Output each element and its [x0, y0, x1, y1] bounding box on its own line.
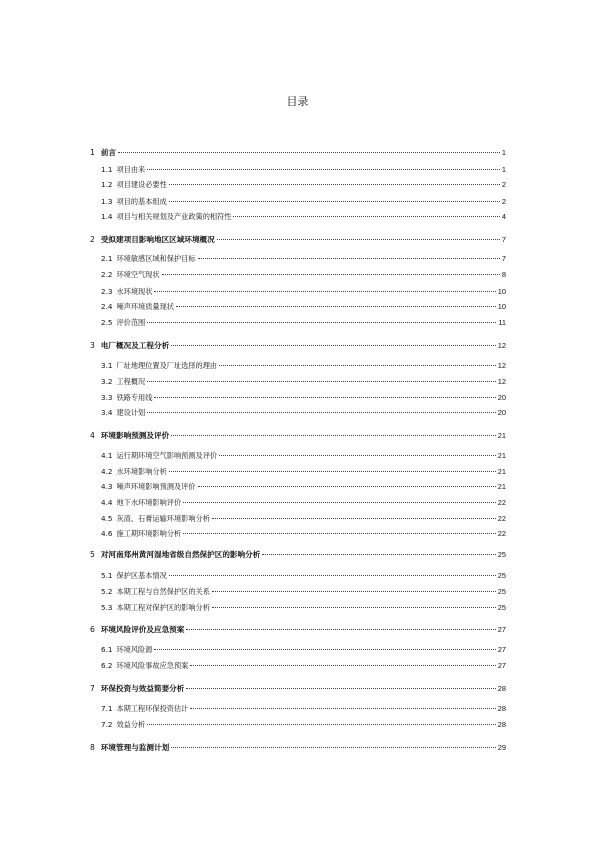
toc-entry-page-number: 22 — [497, 498, 506, 507]
toc-entry-number: 1.1 — [101, 165, 113, 174]
toc-entry-number: 2.1 — [101, 254, 113, 263]
toc-entry-number: 4.4 — [101, 498, 113, 507]
toc-dot-leader — [186, 629, 495, 630]
toc-entry-label: 环境风险事故应急预案 — [116, 661, 189, 670]
toc-dot-leader — [169, 471, 496, 472]
toc-entry-number: 4.2 — [101, 467, 113, 476]
toc-section-entry[interactable] — [101, 587, 506, 599]
toc-entry-label: 工程概况 — [116, 377, 146, 386]
toc-entry-number: 2 — [90, 235, 95, 244]
toc-dot-leader — [171, 345, 496, 346]
toc-dot-leader — [147, 322, 496, 323]
toc-entry-page-number: 22 — [497, 514, 506, 523]
toc-entry-page-number: 21 — [497, 451, 506, 460]
toc-entry-label: 环境管理与监测计划 — [100, 743, 170, 752]
toc-dot-leader — [154, 291, 495, 292]
toc-section-entry[interactable] — [101, 704, 506, 716]
toc-entry-page-number: 12 — [497, 341, 506, 350]
toc-section-entry[interactable] — [101, 377, 506, 389]
toc-section-entry[interactable] — [101, 212, 506, 224]
toc-section-entry[interactable] — [101, 498, 506, 510]
toc-dot-leader — [198, 486, 496, 487]
toc-dot-leader — [147, 412, 496, 413]
toc-section-entry[interactable] — [101, 408, 506, 420]
toc-entry-label: 环境影响预测及评价 — [100, 431, 170, 440]
toc-entry-label: 效益分析 — [116, 720, 146, 729]
toc-entry-number: 1.2 — [101, 180, 113, 189]
toc-dot-leader — [147, 381, 496, 382]
toc-entry-label: 环境空气现状 — [116, 270, 160, 279]
toc-dot-leader — [219, 365, 496, 366]
toc-dot-leader — [233, 216, 499, 217]
toc-entry-number: 3.2 — [101, 377, 113, 386]
toc-dot-leader — [212, 591, 496, 592]
toc-entry-number: 4.3 — [101, 482, 113, 491]
toc-entry-number: 8 — [90, 743, 95, 752]
toc-entry-number: 4 — [90, 431, 95, 440]
toc-entry-number: 3.3 — [101, 393, 113, 402]
toc-entry-number: 3 — [90, 341, 95, 350]
toc-entry-page-number: 2 — [501, 180, 506, 189]
toc-entry-label: 本期工程与自然保护区的关系 — [116, 587, 210, 596]
toc-section-entry[interactable] — [101, 302, 506, 314]
toc-section-entry[interactable] — [101, 514, 506, 526]
toc-entry-page-number: 10 — [497, 287, 506, 296]
toc-title: 目录 — [286, 95, 309, 108]
toc-chapter-entry[interactable] — [90, 624, 506, 636]
toc-entry-number: 1.4 — [101, 212, 113, 221]
toc-entry-page-number: 7 — [501, 235, 506, 244]
toc-entry-number: 4.5 — [101, 514, 113, 523]
toc-entry-page-number: 8 — [501, 270, 506, 279]
toc-section-entry[interactable] — [101, 393, 506, 405]
toc-entry-label: 环保投资与效益简要分析 — [100, 684, 185, 693]
toc-entry-label: 水环境影响分析 — [116, 467, 167, 476]
toc-entry-label: 环境风险源 — [116, 645, 153, 654]
toc-entry-label: 本期工程对保护区的影响分析 — [116, 603, 210, 612]
toc-entry-page-number: 4 — [501, 212, 506, 221]
toc-dot-leader — [183, 502, 496, 503]
toc-dot-leader — [190, 708, 495, 709]
toc-entry-number: 7.2 — [101, 720, 113, 729]
toc-entry-label: 电厂概况及工程分析 — [100, 341, 170, 350]
toc-dot-leader — [171, 747, 496, 748]
toc-dot-leader — [169, 184, 500, 185]
toc-dot-leader — [169, 575, 496, 576]
toc-entry-label: 灰渣、石膏运输环境影响分析 — [116, 514, 210, 523]
toc-entry-label: 噪声环境影响预测及评价 — [116, 482, 196, 491]
toc-entry-number: 6.2 — [101, 661, 113, 670]
toc-entry-label: 项目由来 — [116, 165, 146, 174]
toc-dot-leader — [154, 649, 495, 650]
toc-entry-page-number: 12 — [497, 361, 506, 370]
toc-chapter-entry[interactable] — [90, 430, 506, 442]
toc-entry-label: 铁路专用线 — [116, 393, 153, 402]
toc-dot-leader — [198, 258, 500, 259]
toc-dot-leader — [190, 665, 495, 666]
toc-entry-number: 3.4 — [101, 408, 113, 417]
toc-entry-label: 环境敏感区域和保护目标 — [116, 254, 196, 263]
toc-entry-number: 3.1 — [101, 361, 113, 370]
toc-entry-page-number: 10 — [497, 302, 506, 311]
toc-entry-page-number: 27 — [497, 661, 506, 670]
toc-chapter-entry[interactable] — [90, 549, 506, 561]
toc-dot-leader — [212, 518, 496, 519]
toc-entry-page-number: 25 — [497, 587, 506, 596]
toc-entry-page-number: 25 — [497, 603, 506, 612]
toc-section-entry[interactable] — [101, 529, 506, 541]
toc-entry-label: 建设计划 — [116, 408, 146, 417]
toc-section-entry[interactable] — [101, 467, 506, 479]
toc-section-entry[interactable] — [101, 571, 506, 583]
toc-section-entry[interactable] — [101, 270, 506, 282]
toc-entry-number: 2.3 — [101, 287, 113, 296]
toc-section-entry[interactable] — [101, 645, 506, 657]
toc-dot-leader — [219, 455, 496, 456]
toc-chapter-entry[interactable] — [90, 683, 506, 695]
toc-dot-leader — [147, 169, 500, 170]
toc-section-entry[interactable] — [101, 482, 506, 494]
toc-entry-number: 2.4 — [101, 302, 113, 311]
toc-entry-label: 受拟建项目影响地区区域环境概况 — [100, 235, 215, 244]
toc-entry-page-number: 20 — [497, 393, 506, 402]
toc-entry-number: 6 — [90, 625, 95, 634]
toc-dot-leader — [262, 554, 495, 555]
toc-entry-page-number: 12 — [497, 377, 506, 386]
toc-chapter-entry[interactable] — [90, 147, 506, 159]
toc-entry-number: 5.1 — [101, 571, 113, 580]
toc-section-entry[interactable] — [101, 661, 506, 673]
toc-entry-number: 6.1 — [101, 645, 113, 654]
toc-entry-number: 2.5 — [101, 318, 113, 327]
toc-entry-label: 项目与相关规划及产业政策的相符性 — [116, 212, 232, 221]
toc-entry-label: 地下水环境影响评价 — [116, 498, 182, 507]
toc-entry-number: 7 — [90, 684, 95, 693]
toc-dot-leader — [186, 688, 495, 689]
toc-entry-page-number: 1 — [501, 165, 506, 174]
toc-dot-leader — [183, 533, 496, 534]
toc-entry-number: 5.3 — [101, 603, 113, 612]
toc-entry-label: 项目建设必要性 — [116, 180, 167, 189]
toc-entry-page-number: 1 — [501, 148, 506, 157]
toc-entry-page-number: 22 — [497, 529, 506, 538]
toc-entry-page-number: 29 — [497, 743, 506, 752]
toc-chapter-entry[interactable] — [90, 340, 506, 352]
toc-entry-label: 运行期环境空气影响预测及评价 — [116, 451, 218, 460]
toc-entry-number: 4.1 — [101, 451, 113, 460]
toc-section-entry[interactable] — [101, 720, 506, 732]
toc-chapter-entry[interactable] — [90, 234, 506, 246]
toc-dot-leader — [212, 607, 496, 608]
toc-entry-page-number: 28 — [497, 720, 506, 729]
toc-entry-label: 噪声环境质量现状 — [116, 302, 174, 311]
toc-dot-leader — [171, 435, 496, 436]
toc-dot-leader — [217, 239, 500, 240]
toc-entry-label: 保护区基本情况 — [116, 571, 167, 580]
toc-entry-page-number: 25 — [497, 550, 506, 559]
toc-section-entry[interactable] — [101, 197, 506, 209]
toc-entry-label: 水环境现状 — [116, 287, 153, 296]
toc-entry-label: 评价范围 — [116, 318, 146, 327]
toc-entry-label: 本期工程环保投资估计 — [116, 704, 189, 713]
toc-entry-number: 1.3 — [101, 197, 113, 206]
toc-entry-number: 5 — [90, 550, 95, 559]
toc-section-entry[interactable] — [101, 180, 506, 192]
toc-dot-leader — [162, 274, 500, 275]
toc-entry-page-number: 11 — [498, 318, 506, 327]
toc-entry-number: 2.2 — [101, 270, 113, 279]
toc-entry-label: 前言 — [100, 148, 117, 157]
toc-dot-leader — [176, 306, 496, 307]
toc-section-entry[interactable] — [101, 603, 506, 615]
toc-entry-page-number: 21 — [497, 482, 506, 491]
toc-section-entry[interactable] — [101, 165, 506, 177]
toc-section-entry[interactable] — [101, 361, 506, 373]
toc-entry-page-number: 28 — [497, 704, 506, 713]
toc-entry-number: 4.6 — [101, 529, 113, 538]
toc-entry-page-number: 28 — [497, 684, 506, 693]
toc-entry-label: 对河南郑州黄河湿地省级自然保护区的影响分析 — [100, 550, 261, 559]
toc-entry-page-number: 20 — [497, 408, 506, 417]
toc-chapter-entry[interactable] — [90, 742, 506, 754]
toc-dot-leader — [147, 724, 496, 725]
toc-entry-number: 5.2 — [101, 587, 113, 596]
toc-entry-label: 环境风险评价及应急预案 — [100, 625, 185, 634]
toc-entry-page-number: 7 — [501, 254, 506, 263]
toc-section-entry[interactable] — [101, 254, 506, 266]
toc-entry-number: 1 — [90, 148, 95, 157]
toc-entry-label: 厂址地理位置及厂址选择的理由 — [116, 361, 218, 370]
toc-section-entry[interactable] — [101, 451, 506, 463]
toc-entry-page-number: 21 — [497, 431, 506, 440]
toc-section-entry[interactable] — [101, 287, 506, 299]
toc-entry-label: 项目的基本组成 — [116, 197, 167, 206]
toc-entry-page-number: 27 — [497, 625, 506, 634]
toc-dot-leader — [154, 397, 495, 398]
toc-entry-page-number: 27 — [497, 645, 506, 654]
toc-entry-page-number: 21 — [497, 467, 506, 476]
toc-dot-leader — [118, 152, 500, 153]
toc-section-entry[interactable] — [101, 318, 506, 330]
toc-entry-number: 7.1 — [101, 704, 113, 713]
toc-entry-page-number: 2 — [501, 197, 506, 206]
toc-entry-label: 施工期环境影响分析 — [116, 529, 182, 538]
toc-dot-leader — [169, 201, 500, 202]
toc-entry-page-number: 25 — [497, 571, 506, 580]
